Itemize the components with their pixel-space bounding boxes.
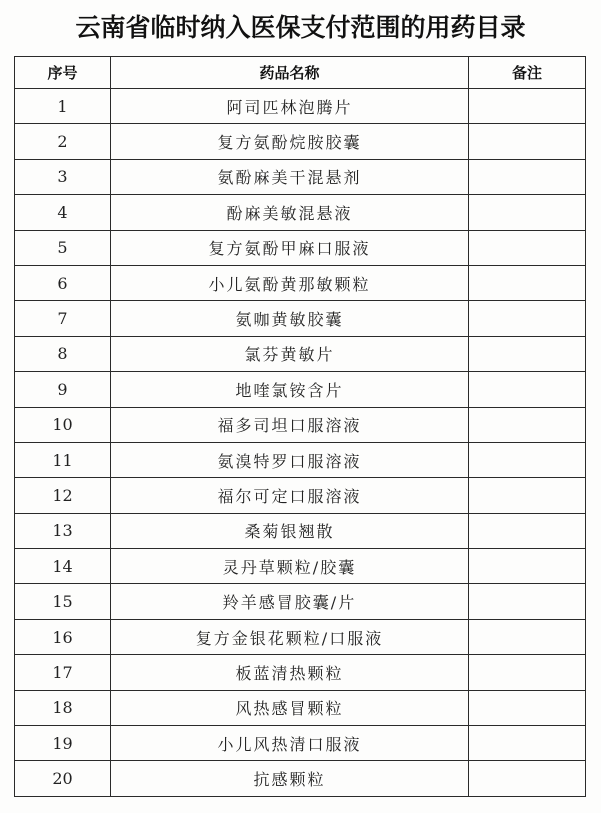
serial-number-cell: 2 [15, 124, 111, 159]
remarks-cell [469, 584, 586, 619]
remarks-cell [469, 549, 586, 584]
serial-number-cell: 17 [15, 655, 111, 690]
serial-number-cell: 12 [15, 478, 111, 513]
drug-name-cell: 复方氨酚烷胺胶囊 [111, 124, 469, 159]
serial-number-cell: 20 [15, 761, 111, 796]
table-row [15, 655, 586, 690]
drug-name-cell: 复方金银花颗粒/口服液 [111, 619, 469, 654]
table-row [15, 89, 586, 124]
drug-list-table [14, 56, 586, 797]
drug-name-cell: 板蓝清热颗粒 [111, 655, 469, 690]
remarks-cell [469, 761, 586, 796]
remarks-cell [469, 407, 586, 442]
table-row [15, 407, 586, 442]
drug-name-cell: 酚麻美敏混悬液 [111, 195, 469, 230]
serial-number-cell: 13 [15, 513, 111, 548]
table-row [15, 690, 586, 725]
table-header [15, 57, 586, 89]
remarks-cell [469, 301, 586, 336]
remarks-cell [469, 89, 586, 124]
drug-name-cell: 抗感颗粒 [111, 761, 469, 796]
remarks-cell [469, 478, 586, 513]
remarks-cell [469, 655, 586, 690]
serial-number-cell: 15 [15, 584, 111, 619]
drug-name-cell: 福多司坦口服溶液 [111, 407, 469, 442]
remarks-cell [469, 159, 586, 194]
serial-number-cell: 8 [15, 336, 111, 371]
drug-name-cell: 阿司匹林泡腾片 [111, 89, 469, 124]
remarks-cell [469, 372, 586, 407]
table-row [15, 336, 586, 371]
table-row [15, 230, 586, 265]
serial-number-cell: 14 [15, 549, 111, 584]
drug-name-cell: 氯芬黄敏片 [111, 336, 469, 371]
serial-number-cell: 3 [15, 159, 111, 194]
header-drug-name: 药品名称 [111, 57, 469, 89]
drug-name-cell: 灵丹草颗粒/胶囊 [111, 549, 469, 584]
table-row [15, 726, 586, 761]
serial-number-cell: 11 [15, 442, 111, 477]
drug-name-cell: 福尔可定口服溶液 [111, 478, 469, 513]
serial-number-cell: 9 [15, 372, 111, 407]
header-remarks: 备注 [469, 57, 586, 89]
serial-number-cell: 18 [15, 690, 111, 725]
table-row [15, 584, 586, 619]
serial-number-cell: 16 [15, 619, 111, 654]
table-body [15, 89, 586, 797]
drug-name-cell: 小儿氨酚黄那敏颗粒 [111, 265, 469, 300]
table-row [15, 265, 586, 300]
drug-name-cell: 氨酚麻美干混悬剂 [111, 159, 469, 194]
header-row [15, 57, 586, 89]
table-row [15, 301, 586, 336]
serial-number-cell: 5 [15, 230, 111, 265]
remarks-cell [469, 265, 586, 300]
remarks-cell [469, 124, 586, 159]
table-row [15, 372, 586, 407]
remarks-cell [469, 619, 586, 654]
document-title: 云南省临时纳入医保支付范围的用药目录 [75, 13, 526, 42]
remarks-cell [469, 690, 586, 725]
remarks-cell [469, 230, 586, 265]
table-row [15, 513, 586, 548]
drug-name-cell: 地喹氯铵含片 [111, 372, 469, 407]
serial-number-cell: 1 [15, 89, 111, 124]
serial-number-cell: 4 [15, 195, 111, 230]
table-row [15, 159, 586, 194]
serial-number-cell: 7 [15, 301, 111, 336]
table-row [15, 124, 586, 159]
remarks-cell [469, 195, 586, 230]
table-row [15, 195, 586, 230]
drug-name-cell: 风热感冒颗粒 [111, 690, 469, 725]
drug-name-cell: 复方氨酚甲麻口服液 [111, 230, 469, 265]
table-row [15, 761, 586, 796]
table-row [15, 549, 586, 584]
remarks-cell [469, 726, 586, 761]
remarks-cell [469, 513, 586, 548]
header-serial-number: 序号 [15, 57, 111, 89]
table-row [15, 442, 586, 477]
drug-name-cell: 羚羊感冒胶囊/片 [111, 584, 469, 619]
drug-name-cell: 氨咖黄敏胶囊 [111, 301, 469, 336]
remarks-cell [469, 336, 586, 371]
serial-number-cell: 6 [15, 265, 111, 300]
table-row [15, 619, 586, 654]
serial-number-cell: 19 [15, 726, 111, 761]
drug-name-cell: 氨溴特罗口服溶液 [111, 442, 469, 477]
drug-name-cell: 小儿风热清口服液 [111, 726, 469, 761]
drug-name-cell: 桑菊银翘散 [111, 513, 469, 548]
table-row [15, 478, 586, 513]
remarks-cell [469, 442, 586, 477]
serial-number-cell: 10 [15, 407, 111, 442]
